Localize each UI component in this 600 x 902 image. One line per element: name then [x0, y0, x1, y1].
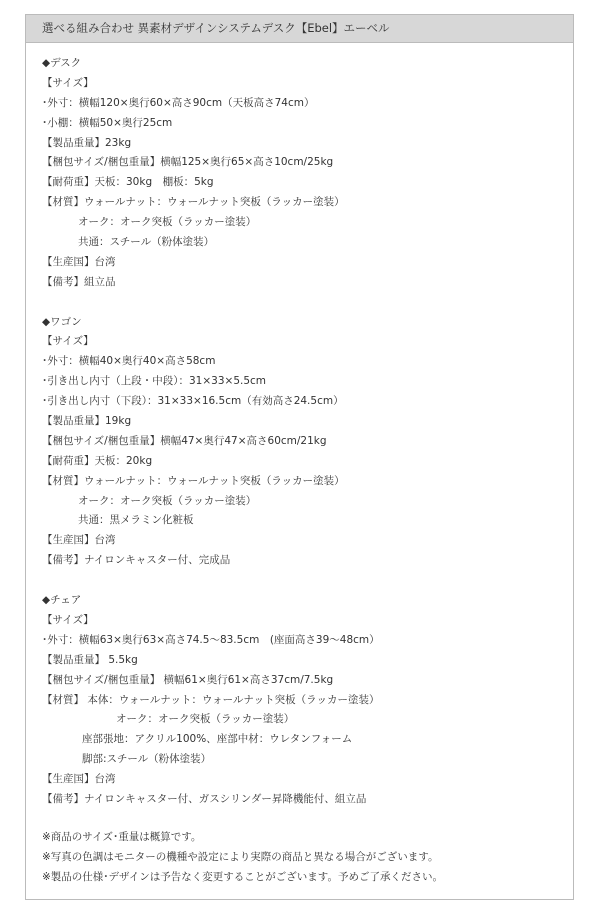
- desk-remarks: 【備考】組立品: [42, 275, 116, 288]
- page-title: 選べる組み合わせ 異素材デザインシステムデスク【Ebel】エーベル: [42, 21, 390, 35]
- wagon-drawer-lower: ･引き出し内寸（下段）：31×33×16.5cm（有効高さ24.5cm）: [42, 395, 344, 408]
- desk-load: 【耐荷重】天板：30kg 棚板：5kg: [42, 176, 214, 189]
- desk-size-label: 【サイズ】: [42, 76, 94, 89]
- chair-section: [42, 591, 565, 810]
- section-gap: [42, 293, 565, 313]
- desk-origin: 【生産国】台湾: [42, 255, 116, 268]
- chair-material-legs: 脚部:スチール（粉体塗装）: [82, 753, 212, 766]
- chair-remarks: 【備考】ナイロンキャスター付、ガスシリンダー昇降機能付、組立品: [42, 792, 367, 805]
- desk-heading: ◆デスク: [42, 57, 82, 69]
- section-gap: [42, 571, 565, 591]
- wagon-material-oak: オーク：オーク突板（ラッカー塗装）: [78, 494, 257, 507]
- notes-section: [42, 828, 565, 888]
- chair-origin: 【生産国】台湾: [42, 773, 116, 786]
- chair-packing: 【梱包サイズ/梱包重量】 横幅61×奥行61×高さ37cm/7.5kg: [42, 673, 334, 686]
- wagon-origin: 【生産国】台湾: [42, 534, 116, 547]
- wagon-load: 【耐荷重】天板：20kg: [42, 454, 153, 467]
- chair-material-oak: オーク：オーク突板（ラッカー塗装）: [116, 713, 295, 726]
- spec-content: [42, 54, 565, 888]
- wagon-drawer-upper: ･引き出し内寸（上段・中段）：31×33×5.5cm: [42, 375, 267, 388]
- wagon-material-common: 共通：黒メラミン化粧板: [78, 514, 194, 527]
- spec-header: [26, 15, 573, 43]
- wagon-remarks: 【備考】ナイロンキャスター付、完成品: [42, 554, 231, 567]
- chair-size-label: 【サイズ】: [42, 613, 94, 626]
- wagon-material-walnut: 【材質】ウォールナット：ウォールナット突板（ラッカー塗装）: [42, 474, 345, 487]
- wagon-section: [42, 313, 565, 572]
- chair-heading: ◆チェア: [42, 594, 82, 607]
- desk-section: [42, 54, 565, 293]
- desk-material-walnut: 【材質】ウォールナット：ウォールナット突板（ラッカー塗装）: [42, 196, 345, 209]
- chair-weight: 【製品重量】 5.5kg: [42, 653, 138, 666]
- note-size-weight: ※商品のサイズ･重量は概算です。: [42, 830, 202, 843]
- spec-panel: [25, 14, 574, 900]
- wagon-packing: 【梱包サイズ/梱包重量】横幅47×奥行47×高さ60cm/21kg: [42, 434, 327, 447]
- desk-material-oak: オーク：オーク突板（ラッカー塗装）: [78, 216, 257, 229]
- chair-size-outer: ･外寸：横幅63×奥行63×高さ74.5～83.5cm (座面高さ39～48cm）: [42, 633, 380, 646]
- chair-material-seat: 座部張地：アクリル100%、座部中材：ウレタンフォーム: [82, 733, 353, 746]
- wagon-heading: ◆ワゴン: [42, 315, 82, 328]
- wagon-size-outer: ･外寸：横幅40×奥行40×高さ58cm: [42, 355, 216, 368]
- chair-material-walnut: 【材質】 本体：ウォールナット：ウォールナット突板（ラッカー塗装）: [42, 693, 380, 706]
- wagon-weight: 【製品重量】19kg: [42, 415, 132, 428]
- note-photo-color: ※写真の色調はモニターの機種や設定により実際の商品と異なる場合がございます。: [42, 850, 439, 863]
- desk-packing: 【梱包サイズ/梱包重量】横幅125×奥行65×高さ10cm/25kg: [42, 156, 334, 169]
- desk-size-shelf: ･小棚：横幅50×奥行25cm: [42, 116, 173, 129]
- desk-material-common: 共通：スチール（粉体塗装）: [78, 236, 215, 249]
- notes-gap: [42, 810, 565, 828]
- desk-size-outer: ･外寸：横幅120×奥行60×高さ90cm（天板高さ74cm）: [42, 96, 315, 109]
- wagon-size-label: 【サイズ】: [42, 335, 94, 348]
- desk-weight: 【製品重量】23kg: [42, 136, 132, 149]
- note-spec-change: ※製品の仕様･デザインは予告なく変更することがございます。予めご了承ください。: [42, 870, 443, 883]
